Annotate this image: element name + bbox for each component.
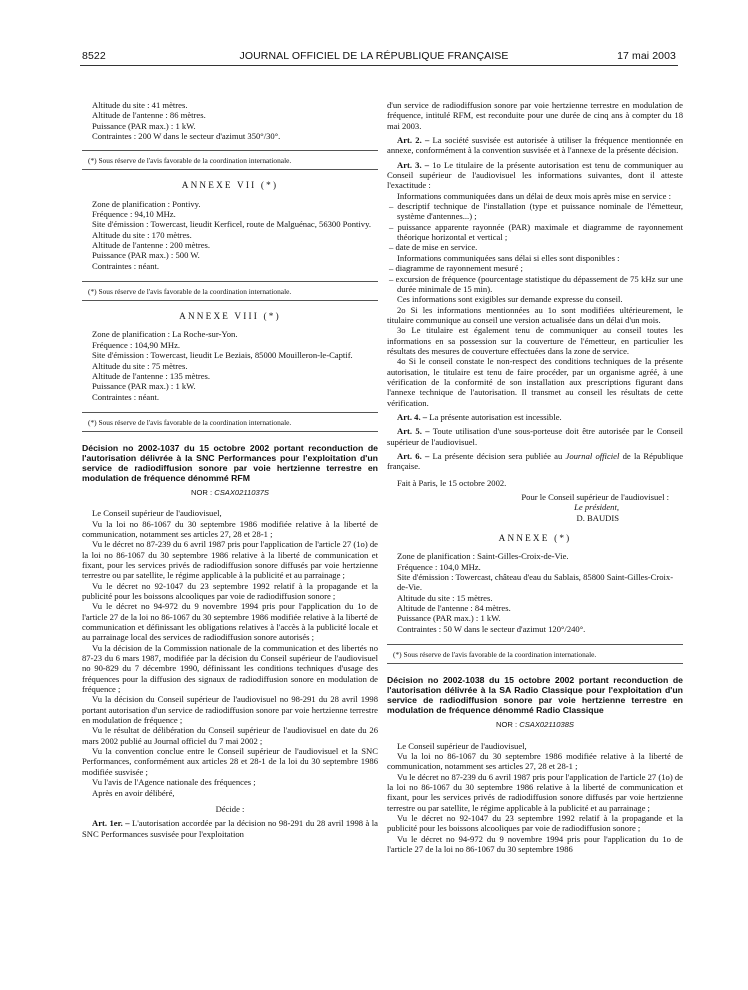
paragraph: Vu la décision du Conseil supérieur de l'audiovisuel no 98-291 du 28 avril 1998 portant autorisation d'un service de radiodiffusion sonore par voie hertzienne terrestre en modulation de fréquence ;: [82, 694, 378, 726]
article-text: de la République française.: [387, 451, 684, 472]
nor-code: CSAX0211037S: [214, 487, 269, 497]
paragraph: Le Conseil supérieur de l'audiovisuel,: [92, 508, 222, 519]
article-5: [387, 426, 683, 447]
footnote-rule: [387, 663, 683, 664]
fait-a-paris: Fait à Paris, le 15 octobre 2002.: [397, 477, 507, 488]
article-label: Art. 2. –: [397, 135, 430, 146]
signature-name: D. BAUDIS: [576, 512, 619, 523]
annexe-title: ANNEXE (*): [498, 533, 572, 544]
article-label: Art. 1er. –: [92, 818, 130, 829]
paragraph: Informations communiquées sans délai si elles sont disponibles :: [397, 252, 620, 263]
header-rule: [80, 65, 678, 66]
line: Zone de planification : Pontivy.: [92, 198, 201, 209]
signature-role: Le président,: [574, 502, 619, 513]
paragraph: Vu l'avis de l'Agence nationale des fréquences ;: [92, 777, 256, 788]
line: Contraintes : 200 W dans le secteur d'azimut 350°/30°.: [92, 131, 281, 142]
footnote-rule: [82, 150, 378, 151]
page-header: [0, 0, 748, 68]
list-item: – diagramme de rayonnement mesuré ;: [389, 263, 523, 274]
article-text: La présente autorisation est incessible.: [429, 411, 562, 422]
issue-date: 17 mai 2003: [617, 50, 676, 62]
line: Puissance (PAR max.) : 1 kW.: [92, 120, 196, 131]
line: Altitude du site : 75 mètres.: [92, 360, 188, 371]
footnote-rule: [82, 169, 378, 170]
paragraph: Vu le décret no 92-1047 du 23 septembre 1992 relatif à la propagande et la publicité pour les boissons alcooliques par voie de radiodiffusion sonore ;: [82, 580, 378, 601]
annexe-continuation: [82, 100, 378, 141]
line: Contraintes : néant.: [92, 260, 160, 271]
line: Altitude de l'antenne : 86 mètres.: [92, 110, 206, 121]
decision-title: Décision no 2002-1037 du 15 octobre 2002 portant reconduction de l'autorisation délivrée à la SNC Performances pour l'exploitation d'un service de radiodiffusion sonore par voie hertzienne terrestre en modulation de fréquence dénommé RFM: [82, 442, 378, 483]
paragraph: Informations communiquées dans un délai de deux mois après mise en service :: [397, 190, 671, 201]
line: Site d'émission : Towercast, château d'eau du Sablais, 85800 Saint-Gilles-Croix-de-Vie.: [397, 572, 674, 593]
article-label: Art. 6. –: [397, 451, 430, 461]
annexe-vii-title: ANNEXE VII (*): [181, 180, 279, 191]
footnote: (*) Sous réserve de l'avis favorable de la coordination internationale.: [393, 650, 597, 660]
paragraph: Ces informations sont exigibles sur demande expresse du conseil.: [397, 294, 623, 305]
line: Altitude du site : 170 mètres.: [92, 229, 192, 240]
annexe-body: [387, 551, 683, 634]
line: Altitude de l'antenne : 84 mètres.: [397, 603, 511, 614]
article-1: [82, 818, 378, 839]
article-1-continued: d'un service de radiodiffusion sonore par voie hertzienne terrestre en modulation de fréquence, intitulé RFM, est reconduite pour une durée de cinq ans à compter du 18 mai 2003.: [387, 100, 683, 131]
line: Zone de planification : Saint-Gilles-Croix-de-Vie.: [397, 551, 569, 562]
signature-pour: Pour le Conseil supérieur de l'audiovisuel :: [521, 492, 669, 503]
footnote: (*) Sous réserve de l'avis favorable de la coordination internationale.: [88, 156, 292, 166]
decision-articles: [387, 100, 683, 472]
list-item: – puissance apparente rayonnée (PAR) maximale et diagramme de rayonnement théorique horizontal et vertical ;: [389, 221, 683, 243]
paragraph: 3o Le titulaire est également tenu de communiquer au conseil toutes les informations en sa possession sur la couverture de l'émetteur, en particulier les résultats des mesures de couverture effectuées dans la zone de service.: [387, 325, 683, 356]
footnote-rule: [82, 431, 378, 432]
line: Altitude du site : 15 mètres.: [397, 592, 493, 603]
line: Altitude de l'antenne : 135 mètres.: [92, 370, 211, 381]
article-text: La société susvisée est autorisée à utiliser la fréquence mentionnée en annexe, conformément à la convention susvisée et à l'annexe de la présente décision.: [387, 135, 684, 156]
nor-reference: [387, 720, 683, 730]
nor-label: NOR :: [191, 487, 213, 497]
paragraph: Vu la décision de la Commission nationale de la communication et des libertés no 87-23 du 6 mars 1987, modifiée par la décision du Conseil supérieur de l'audiovisuel no 90-829 du 7 décembre 1990, définissant les conditions techniques d'usage des fréquences pour la diffusion des signaux de radiodiffusion sonore en modulation de fréquence ;: [82, 642, 378, 695]
decide-heading: Décide :: [215, 803, 245, 814]
paragraph: Après en avoir délibéré,: [92, 787, 175, 798]
footnote-rule: [82, 300, 378, 301]
article-3: [387, 160, 683, 191]
decision-visas: [387, 741, 683, 855]
line: Puissance (PAR max.) : 500 W.: [92, 250, 200, 261]
footnote-rule: [82, 412, 378, 413]
paragraph: Vu le décret no 87-239 du 6 avril 1987 pris pour l'application de l'article 27 (1o) de la loi no 86-1067 du 30 septembre 1986 relative à la liberté de communication et fixant, pour les services privés de radiodiffusion sonore diffusés par voie hertzienne terrestre ou par satellite, le régime applicable à la publicité et au parrainage ;: [82, 539, 378, 581]
paragraph: 4o Si le conseil constate le non-respect des conditions techniques de la présente autorisation, le titulaire est tenu de faire procéder, par un organisme agréé, à une vérification de la conformité de son installation aux prescriptions figurant dans l'annexe technique de l'autorisation. Il transmet au conseil les résultats de cette vérification.: [387, 356, 683, 408]
page-number: 8522: [82, 50, 106, 62]
right-column: [387, 100, 683, 854]
paragraph: Vu le décret no 94-972 du 9 novembre 1994 pris pour l'application du 1o de l'article 27 de la loi no 86-1067 du 30 septembre 1986: [387, 833, 683, 854]
line: Altitude du site : 41 mètres.: [92, 100, 188, 110]
paragraph: Vu la loi no 86-1067 du 30 septembre 1986 modifiée relative à la liberté de communication, notamment ses articles 27, 28 et 28-1 ;: [82, 518, 378, 539]
article-4: [387, 412, 683, 422]
line: Fréquence : 94,10 MHz.: [92, 209, 176, 220]
line: Fréquence : 104,90 MHz.: [92, 339, 181, 350]
left-column: [82, 100, 378, 839]
nor-code: CSAX0211038S: [519, 720, 574, 730]
list-item: – descriptif technique de l'installation (type et puissance nominale de l'émetteur, système d'antennes...) ;: [389, 201, 683, 222]
line: Site d'émission : Towercast, lieudit Le Beziais, 85000 Mouilleron-le-Captif.: [92, 350, 353, 361]
annexe-vii-body: [82, 199, 378, 271]
article-label: Art. 5. –: [397, 426, 430, 437]
journal-title: JOURNAL OFFICIEL DE LA RÉPUBLIQUE FRANÇAISE: [239, 50, 509, 62]
line: Zone de planification : La Roche-sur-Yon.: [92, 329, 238, 340]
footnote-rule: [82, 281, 378, 282]
article-label: Art. 3. –: [397, 159, 430, 170]
decision-visas: [82, 508, 378, 798]
paragraph: Vu le décret no 94-972 du 9 novembre 1994 pris pour l'application du 1o de l'article 27 de la loi no 86-1067 du 30 septembre 1986 modifiée relative à la liberté de communication et définissant les obligations relatives à l'accès à la publicité locale et au parrainage local des services de radiodiffusion sonore autorisés ;: [82, 601, 378, 643]
paragraph: Vu la loi no 86-1067 du 30 septembre 1986 modifiée relative à la liberté de communication, notamment ses articles 27, 28 et 28-1 ;: [387, 750, 683, 772]
footnote-rule: [387, 644, 683, 645]
article-text: L'autorisation accordée par la décision no 98-291 du 28 avril 1998 à la SNC Performances susvisée pour l'exploitation: [82, 818, 379, 839]
paragraph: Vu le décret no 87-239 du 6 avril 1987 pris pour l'application de l'article 27 (1o) de la loi no 86-1067 du 30 septembre 1986 relative à la liberté de communication et fixant, pour les services privés de radiodiffusion sonore diffusés par voie hertzienne terrestre ou par satellite, le régime applicable à la publicité et au parrainage ;: [387, 771, 683, 813]
article-6: [387, 451, 683, 472]
footnote: (*) Sous réserve de l'avis favorable de la coordination internationale.: [88, 287, 292, 297]
decision-title: Décision no 2002-1038 du 15 octobre 2002 portant reconduction de l'autorisation délivrée à la SA Radio Classique pour l'exploitation d'un service de radiodiffusion sonore par voie hertzienne terrestre en modulation de fréquence dénommé Radio Classique: [387, 675, 683, 716]
paragraph: Vu le décret no 92-1047 du 23 septembre 1992 relatif à la propagande et la publicité pour les boissons alcooliques par voie de radiodiffusion sonore ;: [387, 812, 683, 834]
article-2: [387, 135, 683, 156]
line: Contraintes : néant.: [92, 391, 160, 402]
line: Site d'émission : Towercast, lieudit Kerficel, route de Malguénac, 56300 Pontivy.: [92, 219, 371, 230]
annexe-viii-body: [82, 329, 378, 401]
paragraph: Vu la convention conclue entre le Conseil supérieur de l'audiovisuel et la SNC Performances, conformément aux articles 28 et 28-1 de la loi du 30 septembre 1986 modifiée susvisée ;: [82, 746, 378, 777]
journal-officiel-ref: Journal officiel: [565, 451, 620, 461]
line: Contraintes : 50 W dans le secteur d'azimut 120°/240°.: [397, 623, 586, 634]
nor-reference: [82, 488, 378, 498]
paragraph: 2o Si les informations mentionnées au 1o sont modifiées ultérieurement, le titulaire communique au conseil une version actualisée dans un délai d'un mois.: [387, 304, 683, 325]
article-text: La présente décision sera publiée au: [432, 451, 563, 461]
article-text: Toute utilisation d'une sous-porteuse doit être autorisée par le Conseil supérieur de l'audiovisuel.: [387, 426, 683, 447]
article-label: Art. 4. –: [397, 411, 428, 422]
line: Puissance (PAR max.) : 1 kW.: [92, 381, 196, 392]
nor-label: NOR :: [496, 720, 518, 730]
article-text: 1o Le titulaire de la présente autorisation est tenu de communiquer au Conseil supérieur de l'audiovisuel les informations suivantes, dont il atteste l'exactitude :: [387, 159, 683, 191]
list-item: – excursion de fréquence (pourcentage statistique du dépassement de 75 kHz sur une durée minimale de 15 min).: [389, 273, 683, 294]
list-item: – date de mise en service.: [389, 242, 478, 253]
annexe-viii-title: ANNEXE VIII (*): [179, 311, 281, 322]
footnote: (*) Sous réserve de l'avis favorable de la coordination internationale.: [88, 417, 292, 427]
line: Puissance (PAR max.) : 1 kW.: [397, 613, 501, 624]
line: Fréquence : 104,0 MHz.: [397, 561, 481, 572]
line: Altitude de l'antenne : 200 mètres.: [92, 240, 211, 251]
paragraph: Le Conseil supérieur de l'audiovisuel,: [397, 740, 527, 751]
paragraph: Vu le résultat de délibération du Conseil supérieur de l'audiovisuel en date du 26 mars 2002 publié au Journal officiel du 7 mai 2002 ;: [82, 725, 378, 746]
